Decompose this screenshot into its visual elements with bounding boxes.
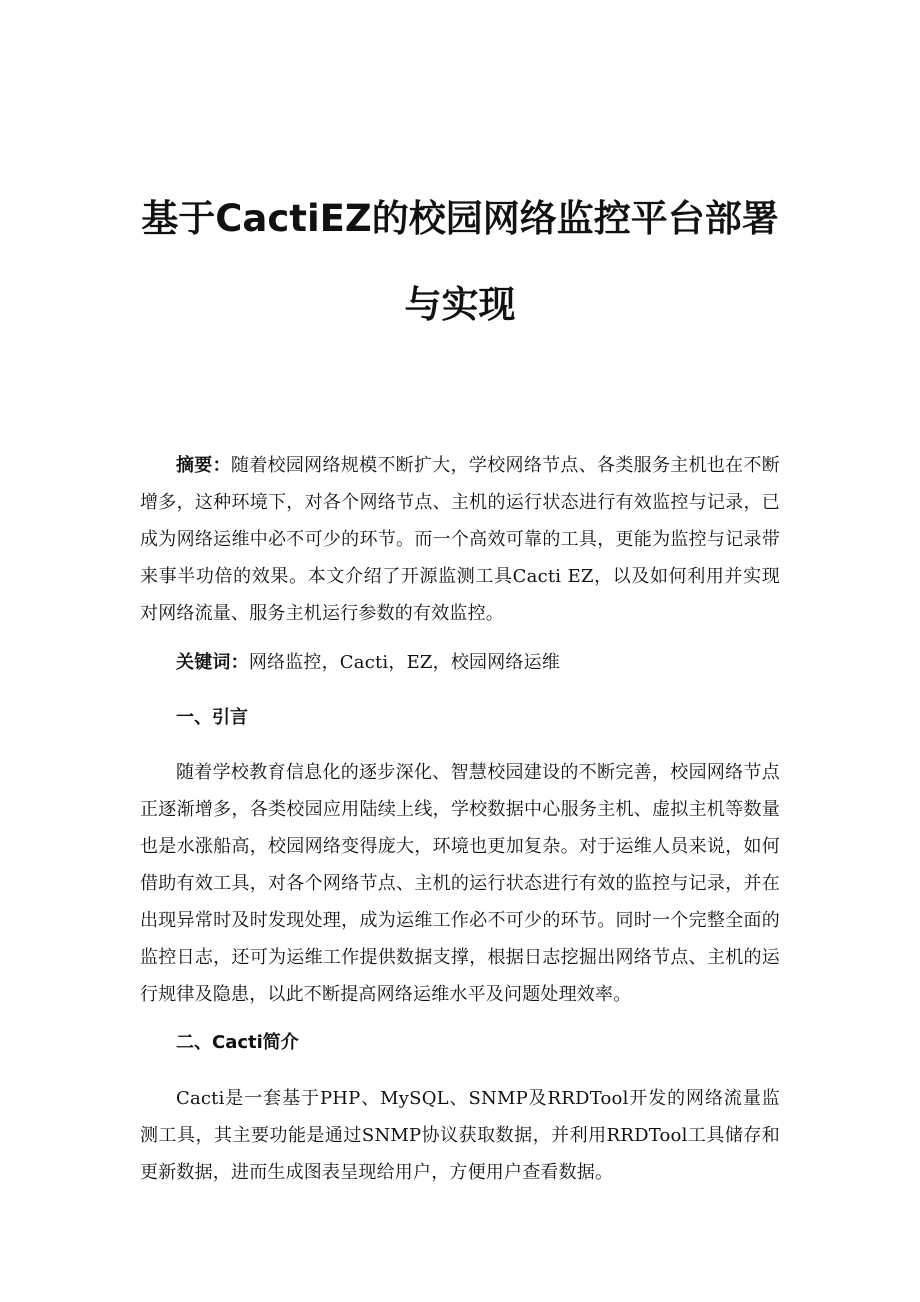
cacti-paragraph: Cacti是一套基于PHP、MySQL、SNMP及RRDTool开发的网络流量监测工具，其主要功能是通过SNMP协议获取数据，并利用RRDTool工具储存和更新数据，进而生成图表呈现给用户，方便用户查看数据。 [140, 1088, 780, 1183]
keywords-paragraph [140, 644, 780, 681]
title-line-2: 与实现 [404, 283, 516, 326]
abstract-paragraph [140, 447, 780, 632]
keywords-label: 关键词： [176, 652, 249, 673]
title-line-1: 基于CactiEZ的校园网络监控平台部署 [141, 197, 779, 240]
abstract-text: 随着校园网络规模不断扩大，学校网络节点、各类服务主机也在不断增多，这种环境下，对各个网络节点、主机的运行状态进行有效监控与记录，已成为网络运维中必不可少的环节。而一个高效可靠的工具，更能为监控与记录带来事半功倍的效果。本文介绍了开源监测工具Cacti EZ，以及如何利用并实现对网络流量、服务主机运行参数的有效监控。 [140, 455, 780, 624]
abstract-label: 摘要： [176, 455, 231, 476]
document-title [120, 176, 800, 348]
section-heading-cacti: 二、Cacti简介 [176, 1032, 299, 1053]
section-heading-introduction: 一、引言 [176, 707, 248, 728]
keywords-text: 网络监控，Cacti，EZ，校园网络运维 [248, 652, 561, 673]
introduction-paragraph: 随着学校教育信息化的逐步深化、智慧校园建设的不断完善，校园网络节点正逐渐增多，各类校园应用陆续上线，学校数据中心服务主机、虚拟主机等数量也是水涨船高，校园网络变得庞大，环境也更加复杂。对于运维人员来说，如何借助有效工具，对各个网络节点、主机的运行状态进行有效的监控与记录，并在出现异常时及时发现处理，成为运维工作必不可少的环节。同时一个完整全面的监控日志，还可为运维工作提供数据支撑，根据日志挖掘出网络节点、主机的运行规律及隐患，以此不断提高网络运维水平及问题处理效率。 [140, 762, 780, 1005]
